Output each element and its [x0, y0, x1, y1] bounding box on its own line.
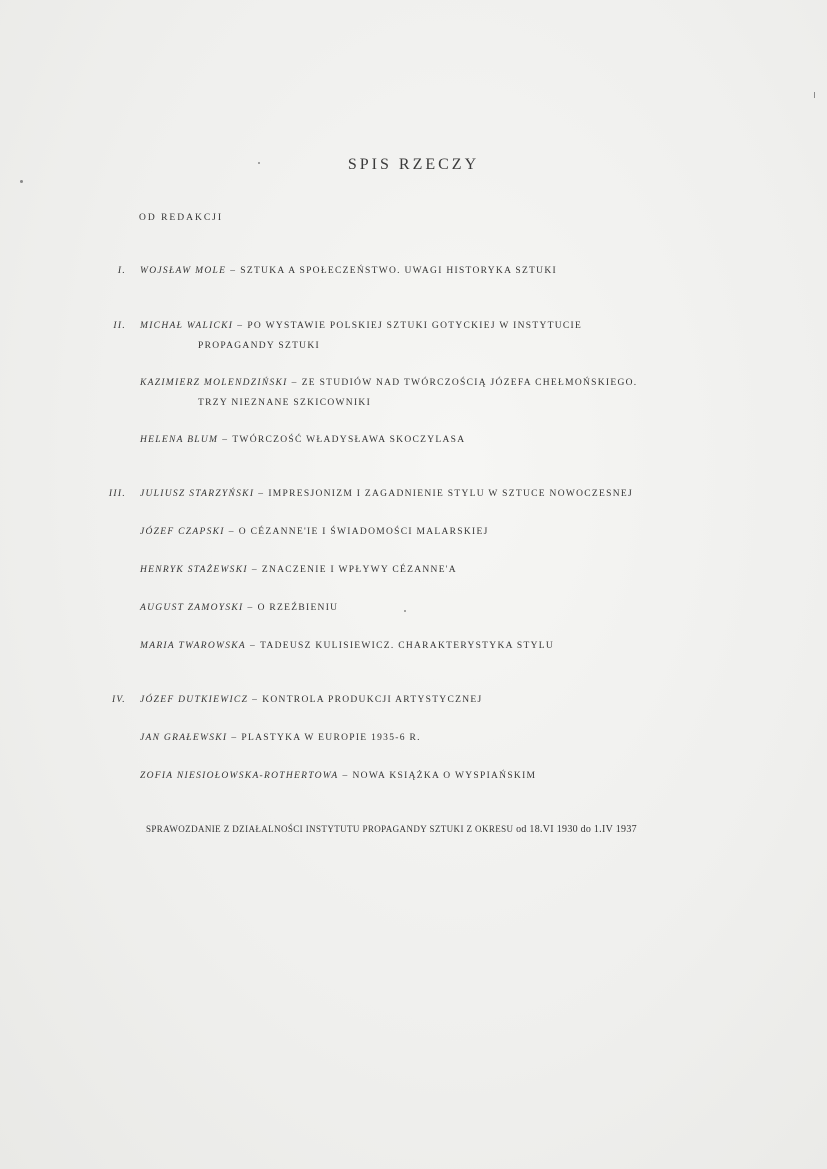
- entry-separator: –: [230, 266, 237, 276]
- entry-title: PLASTYKA W EUROPIE 1935-6 R.: [241, 733, 421, 743]
- report-entry: [146, 824, 637, 835]
- entry-separator: –: [250, 641, 257, 651]
- toc-intro: OD REDAKCJI: [139, 213, 224, 223]
- report-to-word: do: [580, 824, 592, 835]
- entry-author: KAZIMIERZ MOLENDZIŃSKI: [140, 378, 288, 388]
- entry-separator: –: [251, 565, 258, 575]
- report-to-date: 1.IV 1937: [593, 824, 637, 835]
- entry-separator: –: [231, 733, 238, 743]
- page-title: SPIS RZECZY: [347, 156, 480, 173]
- entry-author: MICHAŁ WALICKI: [140, 321, 234, 331]
- entry-title: PO WYSTAWIE POLSKIEJ SZTUKI GOTYCKIEJ W INSTYTUCIE: [247, 321, 583, 331]
- section-numeral: I.: [117, 266, 126, 276]
- entry-title: NOWA KSIĄŻKA O WYSPIAŃSKIM: [352, 771, 537, 781]
- entry-separator: –: [291, 378, 298, 388]
- entry-author: HENRYK STAŻEWSKI: [140, 565, 248, 575]
- entry-title: TWÓRCZOŚĆ WŁADYSŁAWA SKOCZYLASA: [232, 435, 466, 445]
- entry-separator: –: [252, 695, 259, 705]
- entry-author: HELENA BLUM: [140, 435, 219, 445]
- report-from-word: od: [516, 824, 527, 835]
- entry-author: JÓZEF DUTKIEWICZ: [140, 695, 249, 705]
- entry-title-continued: TRZY NIEZNANE SZKICOWNIKI: [198, 398, 372, 408]
- entry-author: ZOFIA NIESIOŁOWSKA-ROTHERTOWA: [140, 771, 339, 781]
- entry-author: JAN GRAŁEWSKI: [140, 733, 228, 743]
- section-numeral: II.: [113, 321, 126, 331]
- entry-title: O CÉZANNE'IE I ŚWIADOMOŚCI MALARSKIEJ: [238, 527, 489, 537]
- entry-title: ZNACZENIE I WPŁYWY CÉZANNE'A: [261, 565, 457, 575]
- entry-title: O RZEŹBIENIU: [257, 603, 339, 613]
- report-from-date: 18.VI 1930: [529, 824, 578, 835]
- entry-separator: –: [247, 603, 254, 613]
- entry-title: KONTROLA PRODUKCJI ARTYSTYCZNEJ: [262, 695, 483, 705]
- entry-separator: –: [228, 527, 235, 537]
- paper-speck: [404, 610, 406, 612]
- entry-separator: –: [342, 771, 349, 781]
- paper-speck: [258, 162, 260, 164]
- entry-title: IMPRESJONIZM I ZAGADNIENIE STYLU W SZTUCE NOWOCZESNEJ: [268, 489, 633, 499]
- entry-separator: –: [237, 321, 244, 331]
- entry-separator: –: [258, 489, 265, 499]
- entry-title: TADEUSZ KULISIEWICZ. CHARAKTERYSTYKA STYLU: [260, 641, 555, 651]
- entry-author: MARIA TWAROWSKA: [140, 641, 246, 651]
- paper-speck: [20, 180, 23, 183]
- entry-separator: –: [222, 435, 229, 445]
- entry-title: SZTUKA A SPOŁECZEŃSTWO. UWAGI HISTORYKA SZTUKI: [240, 266, 557, 276]
- entry-author: JÓZEF CZAPSKI: [140, 527, 225, 537]
- report-title: SPRAWOZDANIE Z DZIAŁALNOŚCI INSTYTUTU PROPAGANDY SZTUKI Z OKRESU: [146, 824, 514, 834]
- entry-author: AUGUST ZAMOYSKI: [140, 603, 244, 613]
- entry-author: WOJSŁAW MOLE: [140, 266, 227, 276]
- entry-title-continued: PROPAGANDY SZTUKI: [198, 341, 320, 351]
- entry-title: ZE STUDIÓW NAD TWÓRCZOŚCIĄ JÓZEFA CHEŁMOŃSKIEGO.: [301, 378, 638, 388]
- section-numeral: IV.: [111, 695, 126, 705]
- paper-speck: [814, 92, 815, 98]
- section-numeral: III.: [108, 489, 126, 499]
- entry-author: JULIUSZ STARZYŃSKI: [140, 489, 255, 499]
